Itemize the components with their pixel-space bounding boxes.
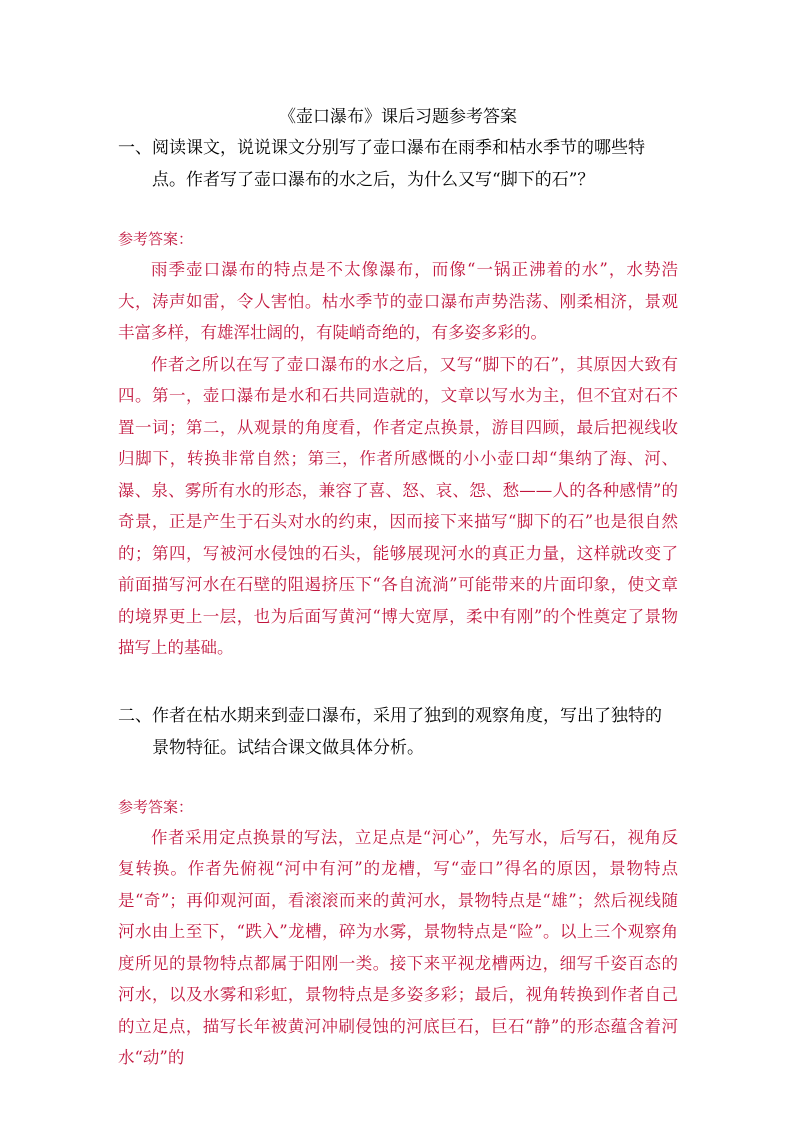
document-title: 《壶口瀑布》课后习题参考答案 [279, 107, 517, 127]
question-1: 一、阅读课文，说说课文分别写了壶口瀑布在雨季和枯水季节的哪些特点。作者写了壶口瀑布的水之后，为什么又写“脚下的石”？ [118, 138, 645, 190]
answer-label-1: 参考答案： [118, 230, 194, 248]
document-page [118, 100, 678, 1074]
answer-label-2: 参考答案： [118, 797, 194, 816]
spacer [118, 196, 678, 224]
answer-2-paragraph-1: 作者采用定点换景的写法，立足点是“河心”，先写水，后写石，视角反复转换。作者先俯视“河中有河”的龙槽，写“壶口”得名的原因，景物特点是“奇”；再仰观河面，看滚滚而来的黄河水，景物特点是“雄”；然后视线随河水由上至下，“跌入”龙槽，碎为水雾，景物特点是“险”。以上三个观察角度所见的景物特点都属于阳刚一类。接下来平视龙槽两边，细写千姿百态的河水，以及水雾和彩虹，景物特点是多姿多彩；最后，视角转换到作者自己的立足点，描写长年被黄河冲刷侵蚀的河底巨石，巨石“静”的形态蕴含着河水“动”的 [118, 827, 678, 1067]
spacer [118, 664, 678, 700]
spacer [118, 764, 678, 792]
question-2: 二、作者在枯水期来到壶口瀑布，采用了独到的观察角度，写出了独特的景物特征。试结合课文做具体分析。 [118, 705, 662, 758]
answer-1-paragraph-1: 雨季壶口瀑布的特点是不太像瀑布，而像“一锅正沸着的水”，水势浩大，涛声如雷，令人害怕。枯水季节的壶口瀑布声势浩荡、刚柔相济，景观丰富多样，有雄浑壮阔的，有陡峭奇绝的，有多姿多彩的。 [118, 260, 678, 342]
answer-1-paragraph-2: 作者之所以在写了壶口瀑布的水之后，又写“脚下的石”，其原因大致有四。第一，壶口瀑布是水和石共同造就的，文章以写水为主，但不宜对石不置一词；第二，从观景的角度看，作者定点换景，游目四顾，最后把视线收归脚下，转换非常自然；第三，作者所感慨的小小壶口却“集纳了海、河、瀑、泉、雾所有水的形态，兼容了喜、怒、哀、怨、愁——人的各种感情”的奇景，正是产生于石头对水的约束，因而接下来描写“脚下的石”也是很自然的；第四，写被河水侵蚀的石头，能够展现河水的真正力量，这样就改变了前面描写河水在石壁的阻遏挤压下“各自流淌”可能带来的片面印象，使文章的境界更上一层，也为后面写黄河“博大宽厚，柔中有刚”的个性奠定了景物描写上的基础。 [118, 354, 678, 657]
